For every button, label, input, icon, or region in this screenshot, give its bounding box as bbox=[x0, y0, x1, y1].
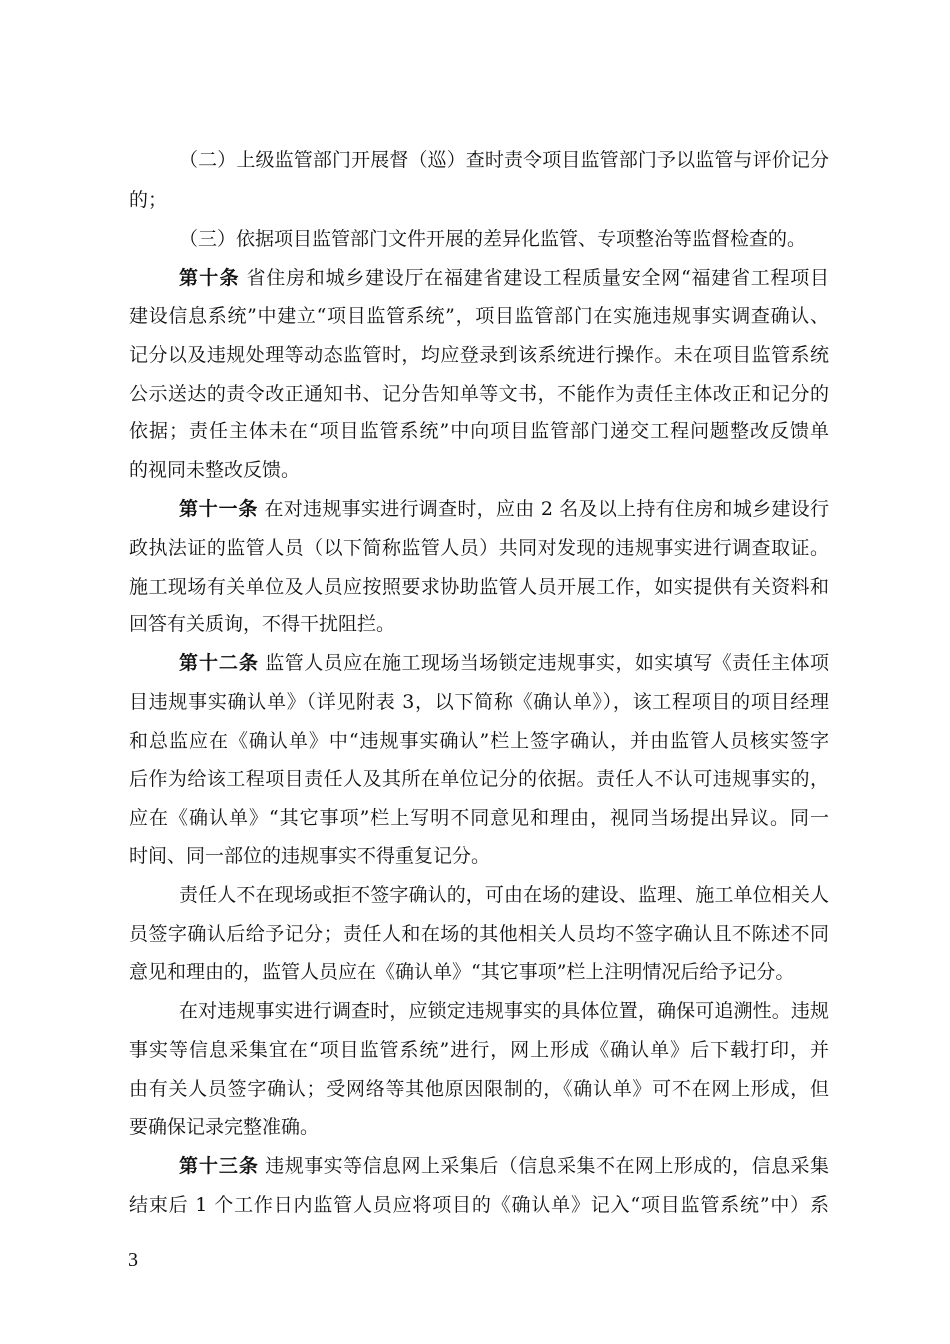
article-11-line-4: 回答有关质询，不得干扰阻拦。 bbox=[129, 613, 396, 635]
item-three-line-1: （三）依据项目监管部门文件开展的差异化监管、专项整治等监督检查的。 bbox=[179, 228, 807, 250]
refuse-sign-line-3: 意见和理由的，监管人员应在《确认单》“其它事项”栏上注明情况后给予记分。 bbox=[129, 961, 795, 983]
page-number: 3 bbox=[128, 1249, 138, 1271]
lock-location-line-3: 由有关人员签字确认；受网络等其他原因限制的，《确认单》可不在网上形成，但 bbox=[129, 1078, 829, 1100]
refuse-sign-line-2: 员签字确认后给予记分；责任人和在场的其他相关人员均不签字确认且不陈述不同 bbox=[129, 923, 829, 945]
item-two-line-1: （二）上级监管部门开展督（巡）查时责令项目监管部门予以监管与评价记分 bbox=[179, 149, 829, 171]
lock-location-line-4: 要确保记录完整准确。 bbox=[129, 1116, 320, 1138]
article-10-line-3: 记分以及违规处理等动态监管时，均应登录到该系统进行操作。未在项目监管系统 bbox=[129, 344, 829, 366]
article-10-text-1: 省住房和城乡建设厅在福建省建设工程质量安全网“福建省工程项目 bbox=[239, 267, 829, 289]
article-10-line-6: 的视同未整改反馈。 bbox=[129, 459, 301, 481]
item-two-line-2: 的； bbox=[129, 189, 168, 211]
refuse-sign-line-1: 责任人不在现场或拒不签字确认的，可由在场的建设、监理、施工单位相关人 bbox=[179, 884, 829, 906]
article-10-heading: 第十条 bbox=[179, 267, 240, 289]
article-12-line-1 bbox=[129, 651, 829, 675]
lock-location-line-2: 事实等信息采集宜在“项目监管系统”进行，网上形成《确认单》后下载打印，并 bbox=[129, 1039, 829, 1061]
article-13-line-2: 结束后 1 个工作日内监管人员应将项目的《确认单》记入“项目监管系统”中）系 bbox=[129, 1194, 829, 1216]
article-11-line-3: 施工现场有关单位及人员应按照要求协助监管人员开展工作，如实提供有关资料和 bbox=[129, 576, 829, 598]
article-11-text-1: 在对违规事实进行调查时，应由 2 名及以上持有住房和城乡建设行 bbox=[258, 498, 829, 520]
article-12-line-6: 时间、同一部位的违规事实不得重复记分。 bbox=[129, 845, 491, 867]
article-13-line-1 bbox=[129, 1154, 829, 1178]
article-11-line-2: 政执法证的监管人员（以下简称监管人员）共同对发现的违规事实进行调查取证。 bbox=[129, 537, 829, 559]
article-12-line-2: 目违规事实确认单》（详见附表 3，以下简称《确认单》），该工程项目的项目经理 bbox=[129, 691, 829, 713]
article-10-line-4: 公示送达的责令改正通知书、记分告知单等文书，不能作为责任主体改正和记分的 bbox=[129, 383, 829, 405]
article-12-line-5: 应在《确认单》“其它事项”栏上写明不同意见和理由，视同当场提出异议。同一 bbox=[129, 807, 829, 829]
article-13-heading: 第十三条 bbox=[179, 1155, 259, 1177]
article-10-line-1 bbox=[129, 266, 829, 290]
article-12-heading: 第十二条 bbox=[179, 652, 259, 674]
article-12-line-3: 和总监应在《确认单》中“违规事实确认”栏上签字确认，并由监管人员核实签字 bbox=[129, 730, 829, 752]
article-10-line-2: 建设信息系统”中建立“项目监管系统”，项目监管部门在实施违规事实调查确认、 bbox=[129, 305, 829, 327]
article-11-line-1 bbox=[129, 497, 829, 521]
article-13-text-1: 违规事实等信息网上采集后（信息采集不在网上形成的，信息采集 bbox=[258, 1155, 829, 1177]
article-11-heading: 第十一条 bbox=[179, 498, 259, 520]
lock-location-line-1: 在对违规事实进行调查时，应锁定违规事实的具体位置，确保可追溯性。违规 bbox=[179, 1000, 829, 1022]
article-12-text-1: 监管人员应在施工现场当场锁定违规事实，如实填写《责任主体项 bbox=[258, 652, 829, 674]
article-12-line-4: 后作为给该工程项目责任人及其所在单位记分的依据。责任人不认可违规事实的， bbox=[129, 768, 829, 790]
article-10-line-5: 依据；责任主体未在“项目监管系统”中向项目监管部门递交工程问题整改反馈单 bbox=[129, 420, 829, 442]
